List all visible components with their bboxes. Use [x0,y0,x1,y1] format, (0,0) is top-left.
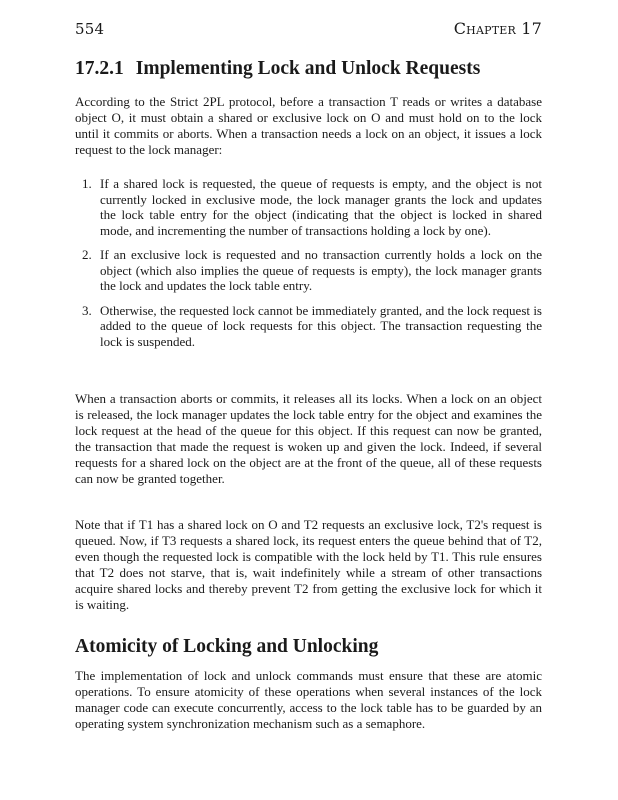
list-item-text: Otherwise, the requested lock cannot be immediately granted, and the lock request is added to the queue of lock requests for this object. The transaction requesting the lock is suspended. [100,302,542,349]
section-heading [75,58,545,80]
list-item [82,303,542,350]
page-number: 554 [75,20,105,38]
atomicity-paragraph: The implementation of lock and unlock commands must ensure that these are atomic operations. To ensure atomicity of these operations when several instances of the lock manager code can execute concurrently, access to the lock table has to be guarded by an operating system synchronization mechanism such as a semaphore. [75,668,542,731]
list-item-text: If an exclusive lock is requested and no transaction currently holds a lock on the object (which also implies the queue of requests is empty), the lock manager grants the lock and updates the lock table entry. [100,247,542,293]
section-title: Implementing Lock and Unlock Requests [135,58,481,79]
intro-paragraph: According to the Strict 2PL protocol, before a transaction T reads or writes a database object O, it must obtain a shared or exclusive lock on O and must hold on to the lock until it commits or aborts. When a transaction needs a lock on an object, it issues a lock request to the lock manager: [75,94,542,157]
starvation-paragraph: Note that if T1 has a shared lock on O and T2 requests an exclusive lock, T2's request is queued. Now, if T3 requests a shared lock, its request enters the queue behind that of T2, even though the requested lock is compatible with the lock held by T1. This rule ensures that T2 does not starve, that is, wait indefinitely while a stream of other transactions acquire shared locks and thereby prevent T2 from getting the exclusive lock for which it is waiting. [75,517,542,612]
section-number: 17.2.1 [75,58,124,79]
subsection-heading: Atomicity of Locking and Unlocking [75,636,379,657]
list-item-text: If a shared lock is requested, the queue of requests is empty, and the object is not currently locked in exclusive mode, the lock manager grants the lock and updates the lock table entry for the object (indicating that the object is locked in shared mode, and incrementing the number of transactions holding a lock by one). [100,176,542,238]
release-paragraph: When a transaction aborts or commits, it releases all its locks. When a lock on an object is released, the lock manager updates the lock table entry for the object and examines the lock request at the head of the queue for this object. If this request can now be granted, the transaction that made the request is woken up and given the lock. Indeed, if several requests for a shared lock on the object are at the front of the queue, all of these requests can now be granted together. [75,391,542,486]
list-item-number: 3. [82,302,92,318]
list-item [82,247,542,294]
list-item-number: 1. [82,176,92,191]
running-header [75,19,542,38]
lock-request-list [82,176,542,349]
chapter-label: Chapter 17 [453,19,542,38]
list-item-number: 2. [82,247,92,262]
list-item [82,176,542,238]
